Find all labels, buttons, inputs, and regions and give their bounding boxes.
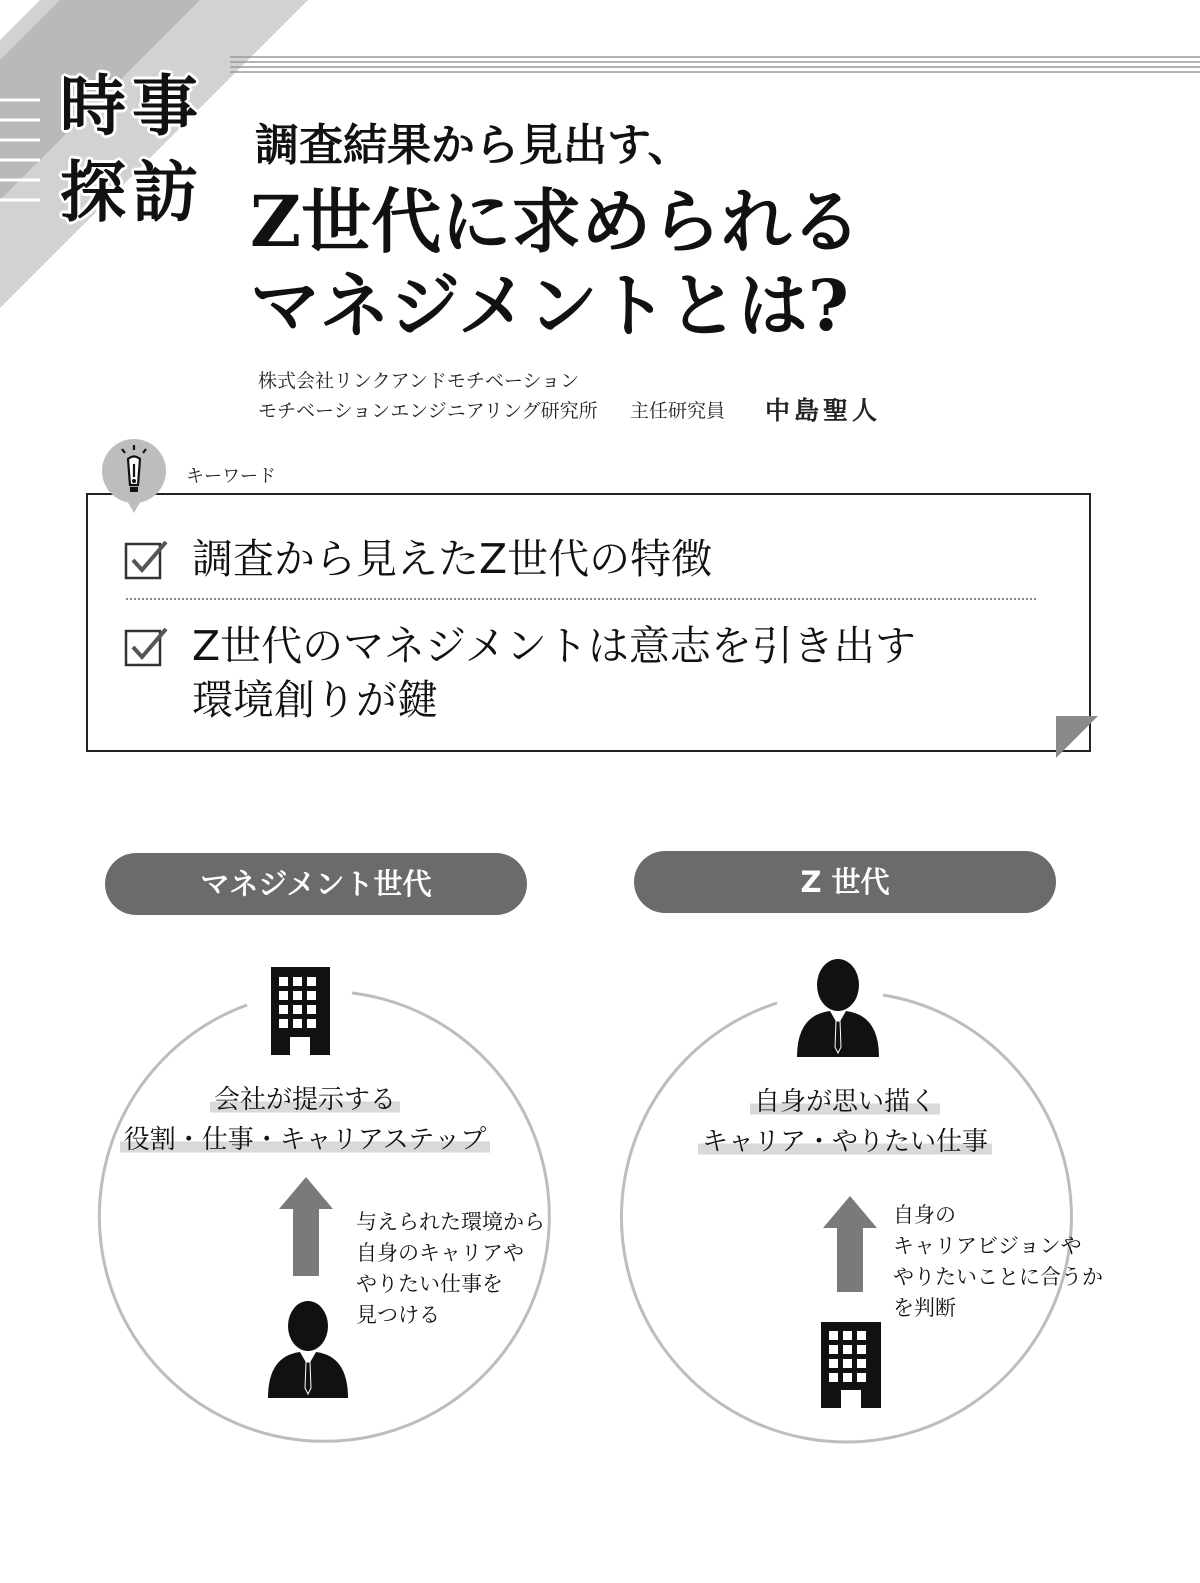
building-icon <box>821 1322 881 1408</box>
section-tag-line2: 探訪 <box>60 154 204 231</box>
right-center-label <box>640 1082 1050 1162</box>
right-note-line2: キャリアビジョンや <box>893 1234 1082 1258</box>
up-arrow-icon <box>823 1196 877 1292</box>
left-note-line4: 見つける <box>356 1303 440 1327</box>
author-department: モチベーションエンジニアリング研究所 <box>258 400 598 422</box>
article-title-line1: Z世代に求められる <box>250 180 862 263</box>
author-name: 中島聖人 <box>765 396 882 425</box>
right-note-line1: 自身の <box>893 1203 956 1227</box>
keyword-divider <box>126 598 1036 600</box>
header-rule-lines <box>230 55 1200 77</box>
lightbulb-icon <box>100 437 170 519</box>
right-note-line4: を判断 <box>893 1296 956 1320</box>
article-title-line2: マネジメントとは? <box>250 264 849 347</box>
author-company: 株式会社リンクアンドモチベーション <box>258 370 580 392</box>
keyword-label: キーワード <box>186 466 276 487</box>
page-fold-decoration <box>1056 716 1100 760</box>
left-note-line3: やりたい仕事を <box>356 1272 503 1296</box>
checkbox-checked-icon <box>124 538 170 582</box>
management-generation-header: マネジメント世代 <box>105 853 527 915</box>
left-note-line2: 自身のキャリアや <box>356 1241 524 1265</box>
checkbox-checked-icon <box>124 625 170 669</box>
author-role: 主任研究員 <box>630 400 726 422</box>
keyword-item-2-line1: Z世代のマネジメントは意志を引き出す <box>192 622 916 670</box>
right-center-line2: キャリア・やりたい仕事 <box>698 1127 992 1157</box>
left-center-line2: 役割・仕事・キャリアステップ <box>120 1125 490 1155</box>
left-center-line1: 会社が提示する <box>210 1085 400 1115</box>
keyword-item-1: 調査から見えたZ世代の特徴 <box>192 535 713 583</box>
gen-z-header: Z 世代 <box>634 851 1056 913</box>
right-center-line1: 自身が思い描く <box>750 1087 940 1117</box>
businessman-icon <box>797 959 879 1057</box>
right-note-line3: やりたいことに合うか <box>893 1265 1103 1289</box>
article-subtitle: 調査結果から見出す、 <box>255 120 692 171</box>
left-note-line1: 与えられた環境から <box>356 1210 545 1234</box>
section-tag-line1: 時事 <box>60 68 204 145</box>
keyword-item-2-line2: 環境創りが鍵 <box>192 676 438 724</box>
right-arrow-note <box>893 1200 1103 1324</box>
